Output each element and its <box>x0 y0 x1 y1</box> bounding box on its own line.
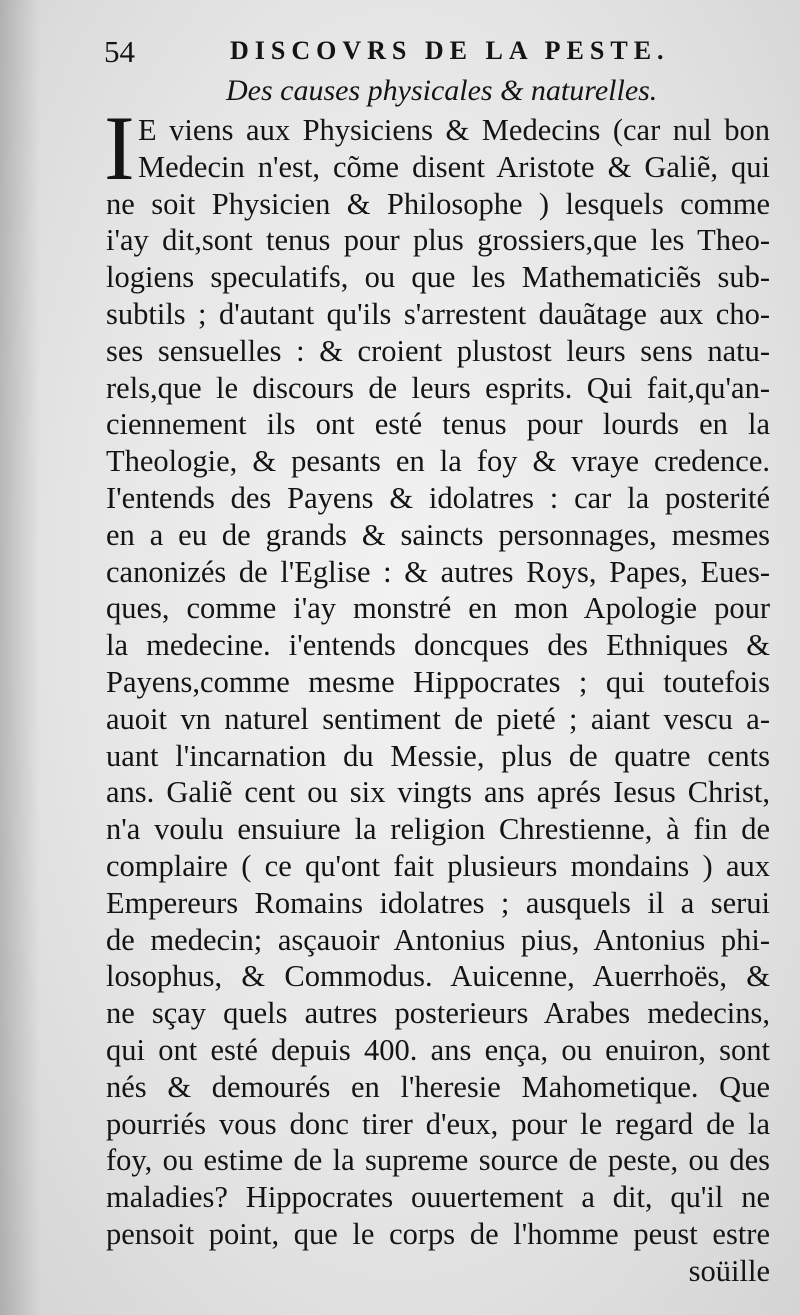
text-line: Medecin n'est, cõme disent Aristote & Galiẽ, qui <box>138 149 770 184</box>
text-line: ne soit Physicien & Philosophe ) lesquels comme <box>106 186 770 221</box>
text-line: ans. Galiẽ cent ou six vingts ans aprés Iesus Christ, <box>106 775 770 810</box>
text-line: rels,que le discours de leurs esprits. Qui fait,qu'an- <box>106 370 770 405</box>
text-line: n'a voulu ensuiure la religion Chrestienne, à fin de <box>106 812 770 847</box>
text-line: maladies? Hippocrates ouuertement a dit, qu'il ne <box>106 1180 770 1215</box>
text-line: complaire ( ce qu'ont fait plusieurs mondains ) aux <box>106 848 770 883</box>
text-line: qui ont esté depuis 400. ans ença, ou enuiron, sont <box>106 1032 770 1067</box>
text-line: la medecine. i'entends doncques des Ethniques & <box>106 628 770 663</box>
page-number: 54 <box>104 34 135 69</box>
text-line: Payens,comme mesme Hippocrates ; qui toutefois <box>106 664 770 699</box>
page-header <box>100 28 700 68</box>
text-line: canonizés de l'Eglise : & autres Roys, Papes, Eues- <box>106 554 770 589</box>
catchword: soüille <box>688 1253 770 1288</box>
text-line: E viens aux Physiciens & Medecins (car nul bon <box>138 113 770 147</box>
running-head: DISCOVRS DE LA PESTE. <box>230 36 670 65</box>
text-line: i'ay dit,sont tenus pour plus grossiers,que les Theo- <box>106 223 770 258</box>
text-line: ciennement ils ont esté tenus pour lourds en la <box>106 407 770 442</box>
text-line: nés & demourés en l'heresie Mahometique. Que <box>106 1069 770 1104</box>
drop-cap: I <box>104 97 135 199</box>
section-title: Des causes physicales & naturelles. <box>226 74 658 107</box>
text-line: auoit vn naturel sentiment de pieté ; aiant vescu a- <box>106 701 770 736</box>
binding-shadow <box>0 0 40 1315</box>
text-line: foy, ou estime de la supreme source de peste, ou des <box>106 1143 770 1178</box>
text-line: losophus, & Commodus. Auicenne, Auerrhoës, & <box>106 959 770 994</box>
text-line: uant l'incarnation du Messie, plus de quatre cents <box>106 738 770 773</box>
text-line: de medecin; asçauoir Antonius pius, Antonius phi- <box>106 922 770 957</box>
text-line: ne sçay quels autres posterieurs Arabes medecins, <box>106 996 770 1031</box>
text-line: I'entends des Payens & idolatres : car la posterité <box>106 480 770 515</box>
text-line: pourriés vous donc tirer d'eux, pour le regard de la <box>106 1106 770 1141</box>
text-line: logiens speculatifs, ou que les Mathematiciẽs sub- <box>106 260 770 295</box>
body-text <box>106 112 770 1290</box>
text-line: Empereurs Romains idolatres ; ausquels il a serui <box>106 885 770 920</box>
text-line: ses sensuelles : & croient plustost leurs sens natu- <box>106 333 770 368</box>
text-line: subtils ; d'autant qu'ils s'arrestent dauãtage aux cho- <box>106 296 770 331</box>
text-line: Theologie, & pesants en la foy & vraye credence. <box>106 444 770 479</box>
text-line: ques, comme i'ay monstré en mon Apologie pour <box>106 591 770 626</box>
text-line: pensoit point, que le corps de l'homme peust estre <box>106 1216 770 1251</box>
text-line: en a eu de grands & saincts personnages, mesmes <box>106 517 770 552</box>
